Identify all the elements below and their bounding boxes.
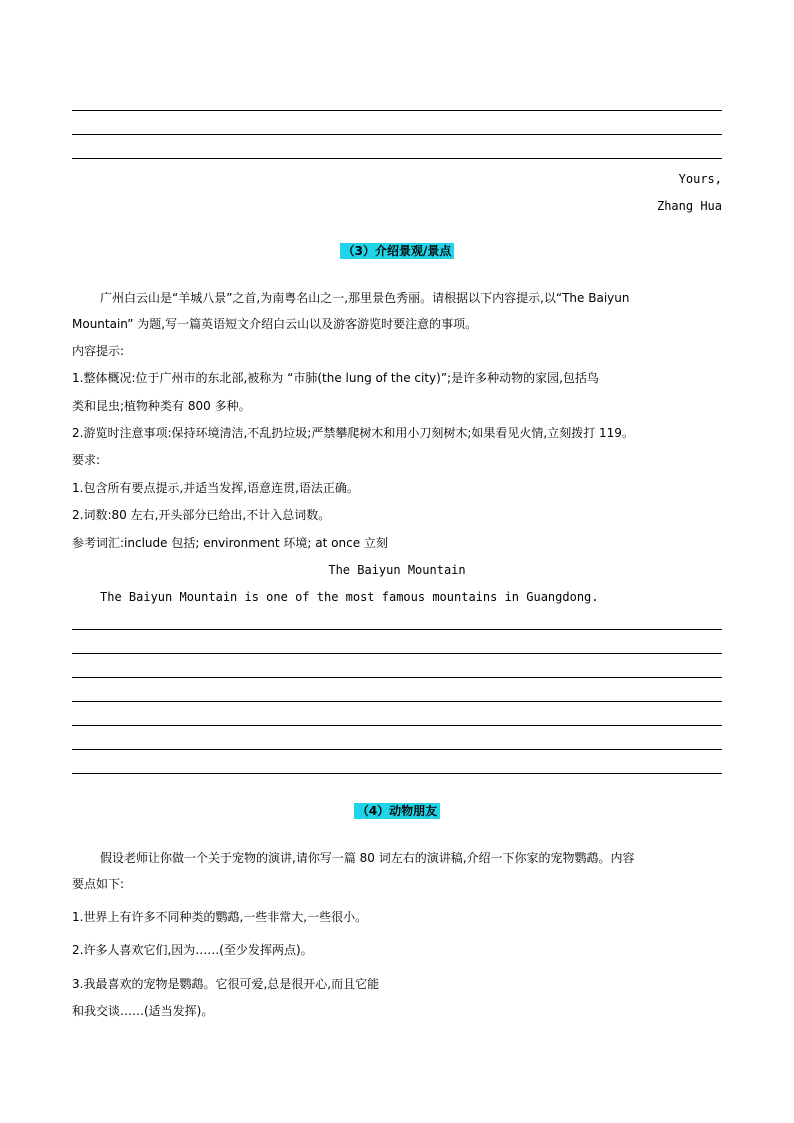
section3-hint1-line2: 类和昆虫;植物种类有 800 多种。: [72, 399, 251, 413]
essay-opening-sentence: The Baiyun Mountain is one of the most famous mountains in Guangdong.: [100, 590, 599, 604]
section4-heading-text: （4）动物朋友: [354, 803, 440, 819]
answer-line: [72, 134, 722, 135]
section3-intro-line1: 广州白云山是“羊城八景”之首,为南粤名山之一,那里景色秀丽。请根据以下内容提示,以“The Baiyun: [100, 291, 630, 305]
answer-line: [72, 725, 722, 726]
section4-point3-line1: 3.我最喜欢的宠物是鹦鹉。它很可爱,总是很开心,而且它能: [72, 977, 380, 991]
answer-line: [72, 629, 722, 630]
section4-intro-line1: 假设老师让你做一个关于宠物的演讲,请你写一篇 80 词左右的演讲稿,介绍一下你家的宠物鹦鹉。内容: [100, 851, 635, 865]
section3-hint-label: 内容提示:: [72, 344, 125, 358]
essay-title: The Baiyun Mountain: [328, 563, 466, 577]
section4-point2: 2.许多人喜欢它们,因为……(至少发挥两点)。: [72, 943, 313, 957]
section3-heading-text: （3）介绍景观/景点: [340, 243, 455, 259]
section3-heading: [0, 243, 794, 259]
letter-signature: Zhang Hua: [656, 199, 722, 213]
section4-heading: [0, 803, 794, 819]
section3-requirement2: 2.词数:80 左右,开头部分已给出,不计入总词数。: [72, 508, 331, 522]
answer-line: [72, 677, 722, 678]
section3-hint1-line1: 1.整体概况:位于广州市的东北部,被称为 “市肺(the lung of the city)”;是许多种动物的家园,包括鸟: [72, 371, 599, 385]
section3-requirement1: 1.包含所有要点提示,并适当发挥,语意连贯,语法正确。: [72, 481, 359, 495]
answer-line: [72, 749, 722, 750]
section4-point1: 1.世界上有许多不同种类的鹦鹉,一些非常大,一些很小。: [72, 910, 368, 924]
section4-point3-line2: 和我交谈……(适当发挥)。: [72, 1004, 214, 1018]
answer-line: [72, 158, 722, 159]
section3-vocabulary: 参考词汇:include 包括; environment 环境; at once 立刻: [72, 536, 388, 550]
answer-line: [72, 653, 722, 654]
section3-hint2: 2.游览时注意事项:保持环境清洁,不乱扔垃圾;严禁攀爬树木和用小刀刻树木;如果看见火情,立刻拨打 119。: [72, 426, 634, 440]
section4-intro-line2: 要点如下:: [72, 877, 125, 891]
section3-intro-line2: Mountain” 为题,写一篇英语短文介绍白云山以及游客游览时要注意的事项。: [72, 317, 478, 331]
answer-line: [72, 773, 722, 774]
section3-requirement-label: 要求:: [72, 453, 101, 467]
answer-line: [72, 110, 722, 111]
letter-closing: Yours,: [678, 172, 722, 186]
answer-line: [72, 701, 722, 702]
